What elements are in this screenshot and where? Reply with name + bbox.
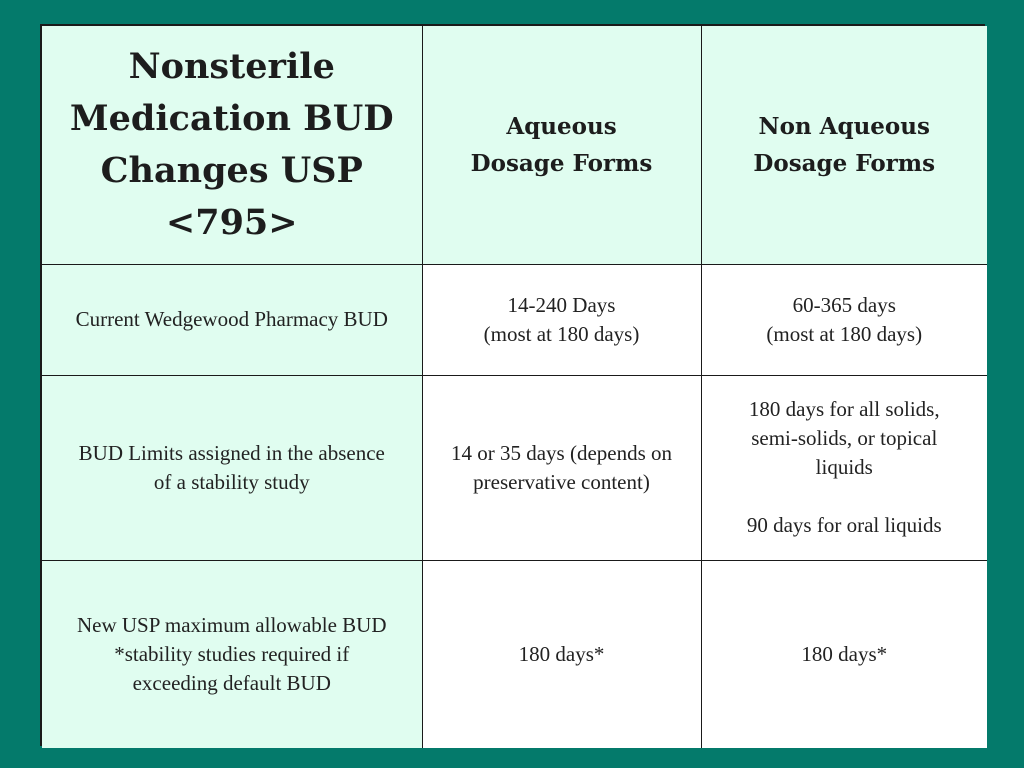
row-label: Current Wedgewood Pharmacy BUD: [75, 307, 388, 331]
non-aqueous-value: 180 days*: [801, 641, 888, 666]
column-header-aqueous: [422, 26, 701, 264]
non-aqueous-value: 60-365 days (most at 180 days): [766, 292, 923, 346]
table-header-row: [42, 26, 987, 264]
aqueous-cell: [422, 264, 701, 375]
table-row: [42, 560, 987, 748]
aqueous-value: 14 or 35 days (depends on preservative content): [450, 440, 673, 494]
table-title: Nonsterile Medication BUD Changes USP <795>: [69, 45, 394, 243]
row-label: New USP maximum allowable BUD *stability studies required if exceeding default BUD: [76, 612, 387, 695]
row-label-cell: [42, 560, 422, 748]
column-header-aqueous-label: Aqueous Dosage Forms: [470, 112, 653, 177]
non-aqueous-cell: [701, 560, 987, 748]
table-row: [42, 264, 987, 375]
title-cell: [42, 26, 422, 264]
column-header-non-aqueous-label: Non Aqueous Dosage Forms: [753, 112, 936, 177]
table-row: [42, 375, 987, 560]
column-header-non-aqueous: [701, 26, 987, 264]
bud-comparison-table: [40, 24, 985, 746]
aqueous-value: 14-240 Days (most at 180 days): [483, 292, 640, 346]
row-label-cell: [42, 264, 422, 375]
non-aqueous-cell: [701, 264, 987, 375]
non-aqueous-value: 180 days for all solids, semi-solids, or topical liquids 90 days for oral liquids: [746, 397, 942, 537]
row-label: BUD Limits assigned in the absence of a stability study: [78, 440, 385, 494]
non-aqueous-cell: [701, 375, 987, 560]
aqueous-value: 180 days*: [518, 641, 605, 666]
row-label-cell: [42, 375, 422, 560]
table-grid: [42, 26, 987, 748]
aqueous-cell: [422, 375, 701, 560]
aqueous-cell: [422, 560, 701, 748]
